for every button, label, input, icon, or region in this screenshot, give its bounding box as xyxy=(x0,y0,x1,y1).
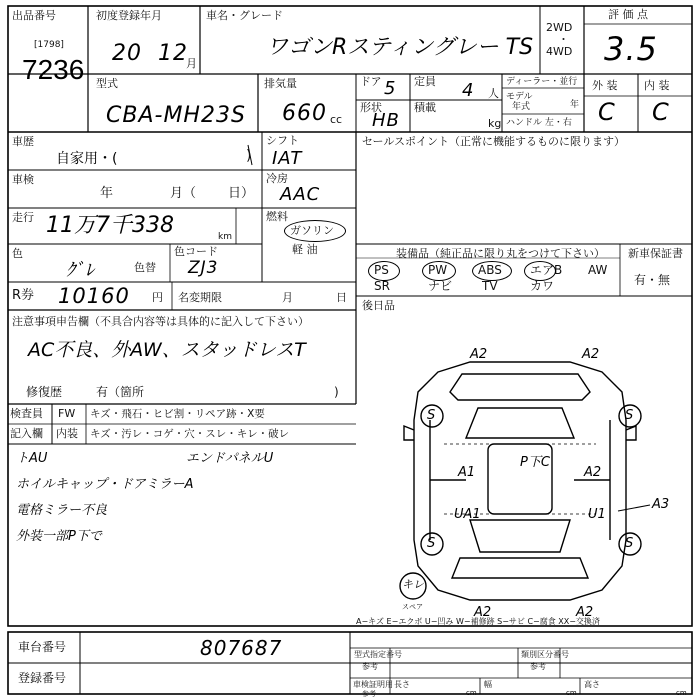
damage-mark: UA1 xyxy=(454,507,481,522)
shift-value: IAT xyxy=(272,148,303,169)
drive-2wd: 2WD xyxy=(546,21,573,34)
inspection-year: 年 xyxy=(100,186,114,201)
shape-value: HB xyxy=(372,110,400,131)
color-code-label: 色コード xyxy=(174,245,218,258)
displacement-unit: cc xyxy=(330,113,343,126)
equipment-label: 装備品（純正品に限り丸をつけて下さい） xyxy=(396,247,605,260)
inspection-day: 日） xyxy=(228,186,255,201)
warranty-label: 新車保証書 xyxy=(628,247,683,260)
wheel-mark: S xyxy=(625,536,634,551)
chassis-label: 車台番号 xyxy=(18,640,67,654)
fuel-diesel: 軽 油 xyxy=(292,243,318,256)
mileage-label: 走行 xyxy=(12,211,34,224)
mileage-unit: km xyxy=(218,232,232,242)
model-year-unit: 年 xyxy=(570,100,580,110)
rating-value: 3.5 xyxy=(604,30,658,68)
damage-mark: P下C xyxy=(520,455,550,470)
sales-point-label: セールスポイント（正常に機能するものに限ります） xyxy=(362,135,626,148)
first-registration-label: 初度登録年月 xyxy=(96,9,162,22)
history-value: 自家用・( xyxy=(56,151,118,167)
notes-text: AC不良、外AW、スタッドレスT xyxy=(28,339,306,361)
name-change-month: 月 xyxy=(282,291,293,304)
name-change-day: 日 xyxy=(336,291,347,304)
equipment-ps-circle xyxy=(368,261,400,281)
chassis-value: 807687 xyxy=(200,636,283,660)
equipment-abs: ABS xyxy=(478,263,502,277)
equipment-airbag-circle xyxy=(524,261,556,281)
width-unit: cm xyxy=(566,689,577,697)
exterior-value: C xyxy=(598,98,616,126)
damage-legend: A−キズ E−エクボ U−凹み W−補修跡 S−サビ C−腐食 XX−交換済 xyxy=(356,617,600,626)
remark-line: 外装一部P下で xyxy=(16,529,102,544)
warranty-value: 有・無 xyxy=(634,273,671,287)
damage-mark: A1 xyxy=(458,465,476,480)
drive-4wd: 4WD xyxy=(546,45,573,58)
history-close: ) xyxy=(246,148,252,164)
wheel-mark: S xyxy=(427,536,436,551)
registration-label: 登録番号 xyxy=(18,671,67,685)
capacity-unit: 人 xyxy=(488,87,499,100)
later-docs-label: 後日品 xyxy=(362,299,395,312)
color-label: 色 xyxy=(12,247,23,260)
inspector-fw-label: FW xyxy=(58,407,76,420)
damage-mark: A2 xyxy=(582,347,600,362)
certificate-label-1: 車検証明用 xyxy=(353,680,393,689)
name-grade-label: 車名・グレード xyxy=(206,9,283,22)
inspection-label: 車検 xyxy=(12,173,34,186)
shape-label: 形状 xyxy=(360,101,382,114)
damage-mark: A2 xyxy=(576,605,594,620)
length-label: 長さ xyxy=(394,680,410,689)
capacity-label: 定員 xyxy=(414,75,436,88)
inspector-fw-items: キズ・飛石・ヒビ割・リペア跡・X要 xyxy=(90,408,265,420)
equipment-sr: SR xyxy=(374,279,390,293)
notes-label: 注意事項申告欄（不具合内容等は具体的に記入して下さい） xyxy=(12,315,309,328)
fuel-label: 燃料 xyxy=(266,210,288,223)
interior-value: C xyxy=(652,98,670,126)
remark-right: エンドパネルU xyxy=(186,451,274,466)
damage-mark: A2 xyxy=(584,465,602,480)
drive-dot: ・ xyxy=(558,33,569,46)
repair-history-close: ) xyxy=(334,385,339,399)
inspector-int-label: 内装 xyxy=(56,427,78,440)
cooling-label: 冷房 xyxy=(266,172,288,185)
history-label: 車歴 xyxy=(12,135,34,148)
equipment-tv: TV xyxy=(482,279,498,293)
lot-number-label: 出品番号 xyxy=(12,9,56,22)
model-label: 型式 xyxy=(96,77,118,90)
equipment-ps: PS xyxy=(374,263,389,277)
model-year-label-1: モデル xyxy=(506,92,533,102)
door-value: 5 xyxy=(384,78,397,99)
spare-label: スペア xyxy=(402,603,423,611)
equipment-abs-circle xyxy=(472,261,512,281)
recycle-unit: 円 xyxy=(152,291,163,304)
fuel-gasoline-circle xyxy=(284,220,346,242)
type-designation-label-2: 参考 xyxy=(362,662,378,671)
name-grade-value: ワゴンRスティングレー TS xyxy=(266,35,534,60)
certificate-label-2: 参考 xyxy=(362,690,376,698)
damage-mark: A3 xyxy=(652,497,670,512)
lot-number: 7236 xyxy=(22,54,85,85)
repair-history-value: 有（箇所 xyxy=(96,385,145,399)
remark-line: ホイルキャップ・ドアミラーA xyxy=(16,477,194,492)
equipment-leather: カワ xyxy=(530,279,555,293)
mileage-value: 11万7千338 xyxy=(46,213,174,238)
equipment-pw: PW xyxy=(428,263,448,277)
class-label-1: 類別区分番号 xyxy=(521,650,569,659)
height-label: 高さ xyxy=(584,680,600,689)
height-unit: cm xyxy=(676,689,687,697)
lot-sub-number: [1798] xyxy=(34,40,64,50)
type-designation-label-1: 型式指定番号 xyxy=(354,650,402,659)
fuel-gasoline: ガソリン xyxy=(290,224,334,237)
class-label-2: 参考 xyxy=(530,662,546,671)
damage-mark: A2 xyxy=(470,347,488,362)
inspector-label-2: 記入欄 xyxy=(10,427,43,440)
interior-label: 内 装 xyxy=(644,79,670,92)
equipment-airbag: エアB xyxy=(530,263,563,277)
length-unit: cm xyxy=(466,689,477,697)
wheel-mark: S xyxy=(427,408,436,423)
remark-line: 電格ミラー不良 xyxy=(16,503,108,518)
remark-line: トAU xyxy=(16,451,48,466)
repair-history-label: 修復歴 xyxy=(26,385,63,399)
capacity-value: 4 xyxy=(462,80,475,101)
wheel-mark: S xyxy=(625,408,634,423)
load-label: 積載 xyxy=(414,101,436,114)
spare-mark: キレ xyxy=(402,578,424,591)
rating-label: 評 価 点 xyxy=(608,8,648,21)
equipment-navi: ナビ xyxy=(428,279,453,293)
recycle-value: 10160 xyxy=(58,284,130,308)
damage-mark: U1 xyxy=(588,507,606,522)
model-year-label-2: 年式 xyxy=(512,102,531,112)
damage-mark: A2 xyxy=(474,605,492,620)
equipment-pw-circle xyxy=(422,261,456,281)
recycle-label: R券 xyxy=(12,288,35,303)
displacement-value: 660 xyxy=(282,101,327,126)
exterior-label: 外 装 xyxy=(592,79,618,92)
inspection-month: 月（ xyxy=(170,186,197,201)
first-registration-year: 20 xyxy=(112,41,142,66)
door-label: ドア xyxy=(360,75,382,88)
width-label: 幅 xyxy=(484,680,492,689)
first-registration-month: 12 xyxy=(158,41,188,66)
first-registration-month-unit: 月 xyxy=(186,57,197,70)
color-code-value: ZJ3 xyxy=(188,258,219,278)
inspector-label-1: 検査員 xyxy=(10,407,43,420)
repaint-label: 色替 xyxy=(134,261,156,274)
model-value: CBA-MH23S xyxy=(106,103,246,128)
displacement-label: 排気量 xyxy=(264,77,297,90)
color-value: ｸﾞﾚ xyxy=(66,260,95,281)
inspector-int-items: キズ・汚レ・コゲ・穴・スレ・キレ・破レ xyxy=(90,428,290,440)
cooling-value: AAC xyxy=(280,184,321,205)
dealer-label: ディーラー・並行 xyxy=(506,77,578,87)
handle-label: ハンドル 左・右 xyxy=(506,118,572,128)
shift-label: シフト xyxy=(266,134,299,147)
equipment-aw: AW xyxy=(588,263,608,277)
name-change-label: 名変期限 xyxy=(178,291,222,304)
load-unit: kg xyxy=(488,117,502,130)
